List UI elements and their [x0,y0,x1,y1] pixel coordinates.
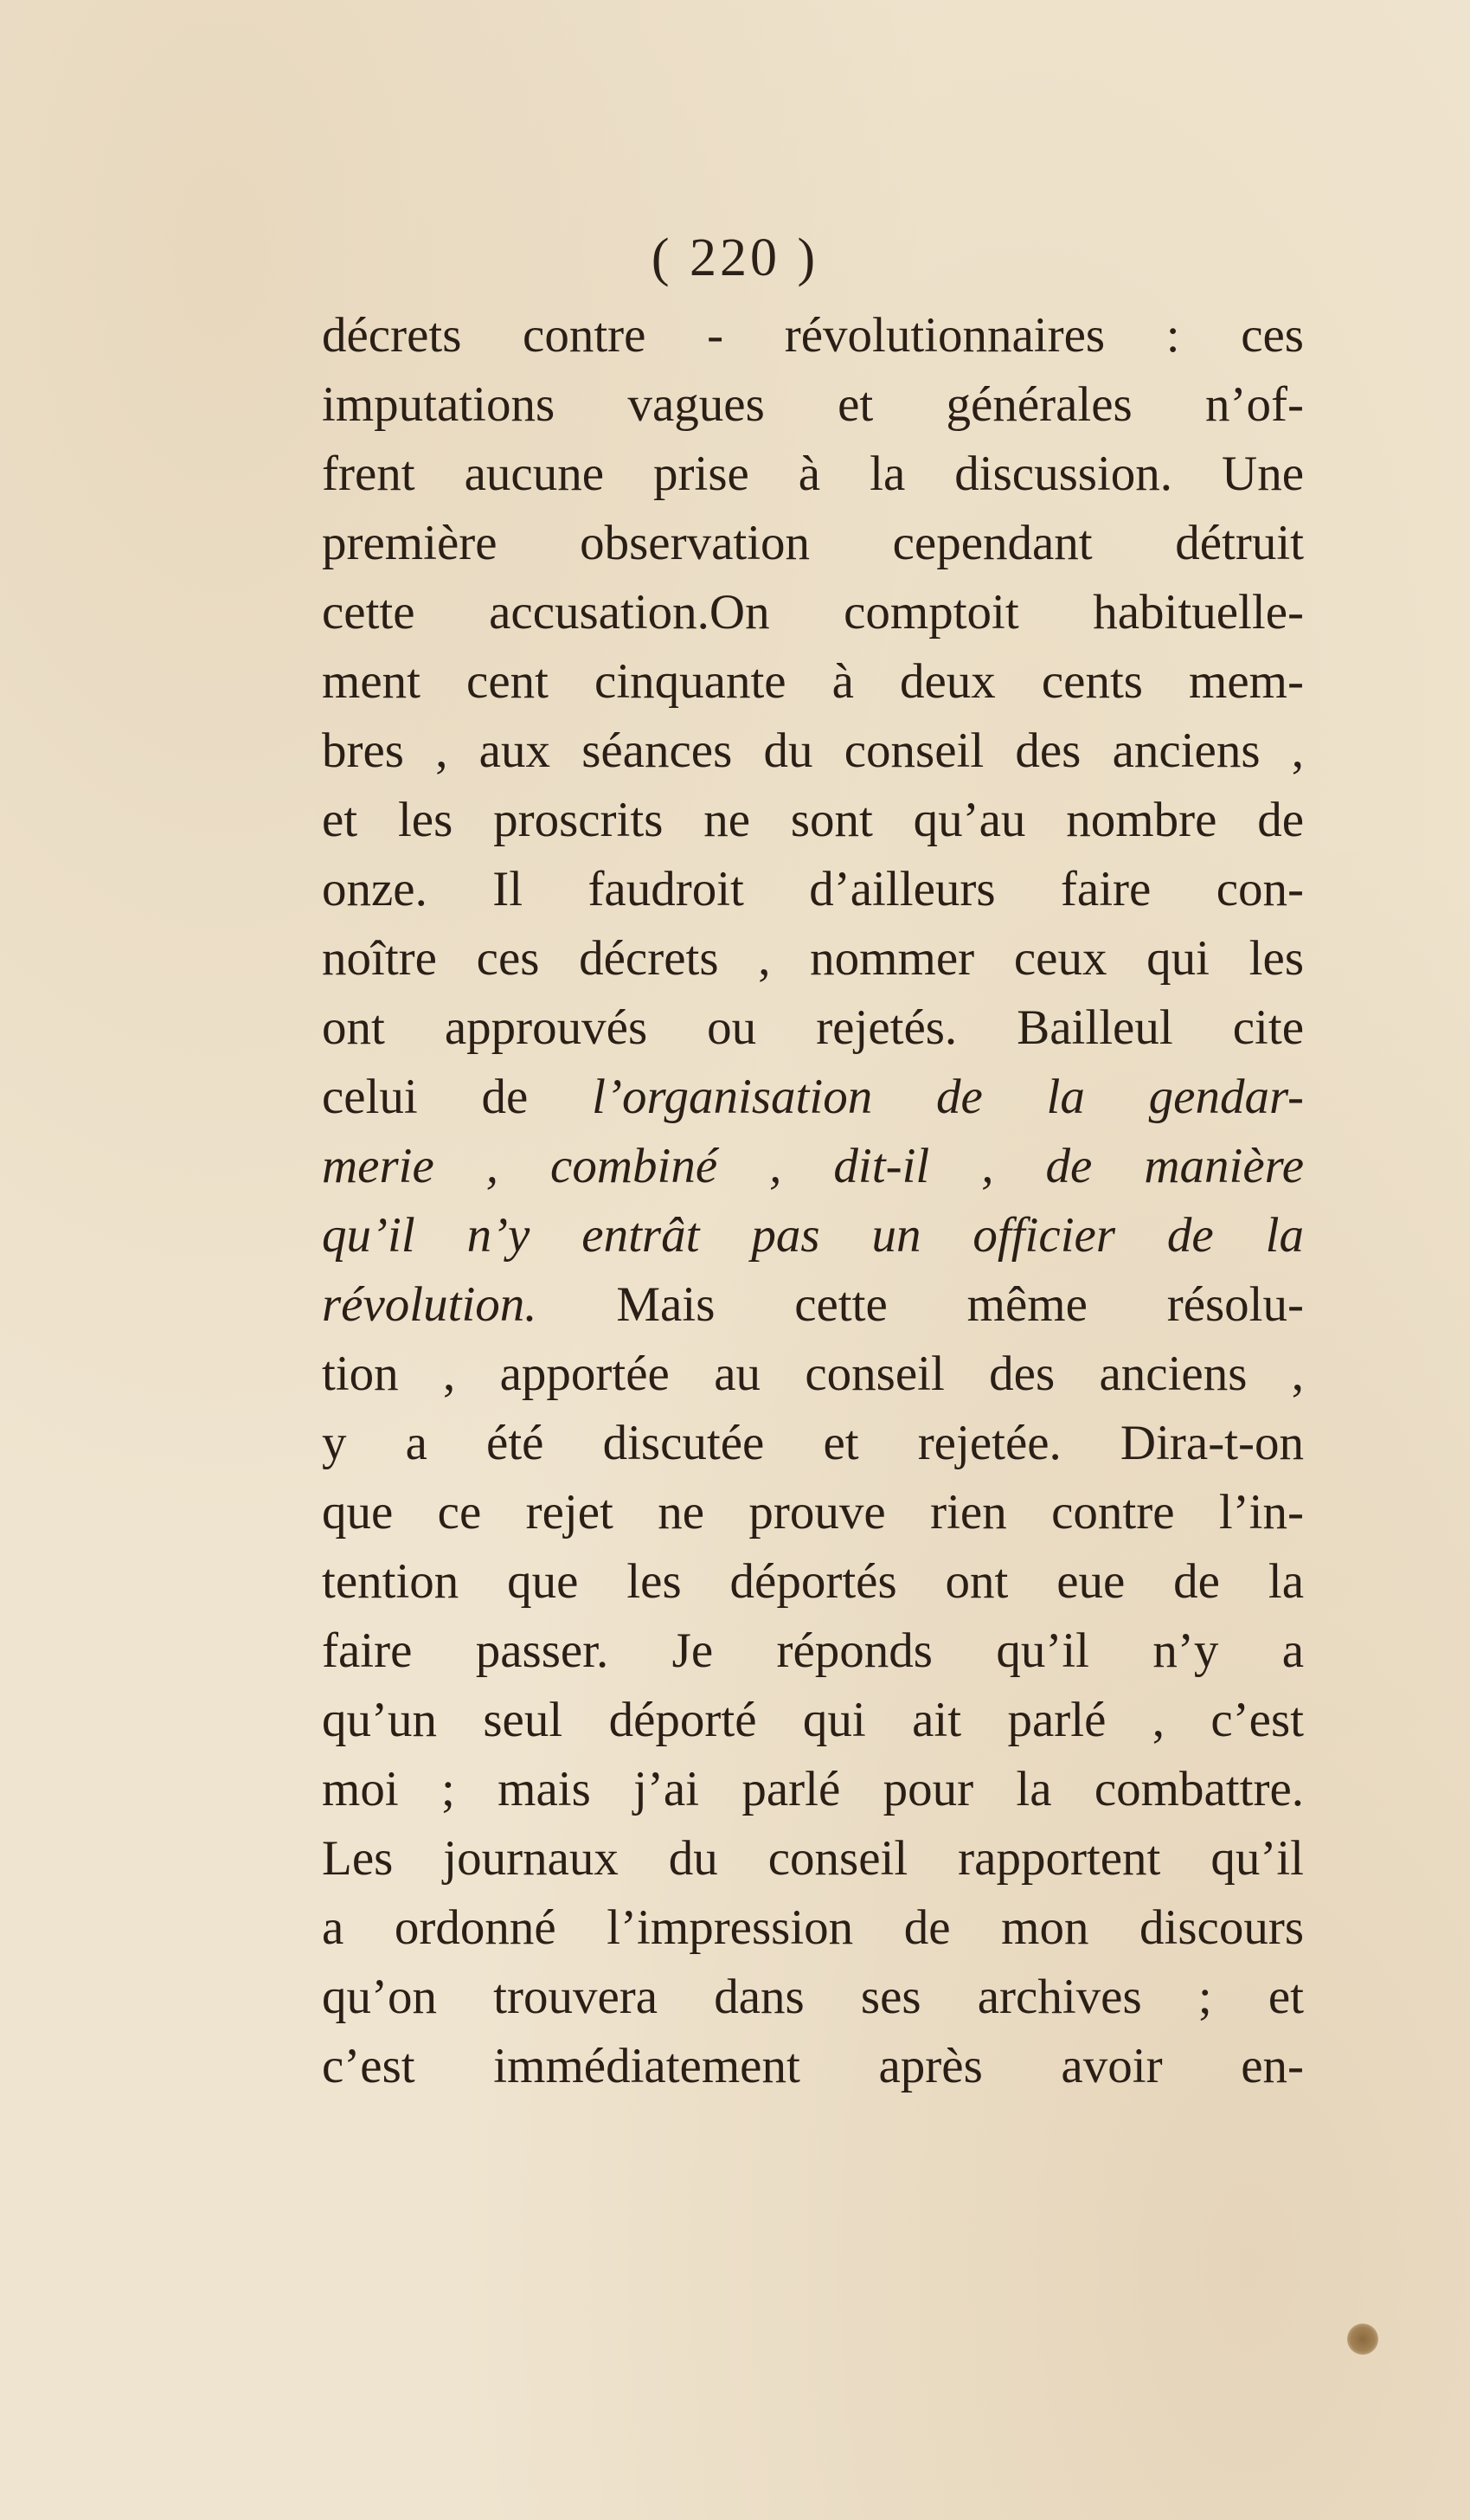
text-line [322,1824,1304,1893]
text-line [322,578,1304,647]
italic-text: révolution. [322,1277,537,1332]
text-segment: celui de [322,1070,593,1124]
italic-text: merie , combiné , dit-il , de manière [322,1139,1304,1193]
text-line [322,1893,1304,1963]
text-line [322,1270,1304,1340]
text-line [322,1201,1304,1270]
text-line [322,509,1304,578]
text-segment: qu’on trouvera dans ses archives ; et [322,1970,1304,2024]
text-segment: et les proscrits ne sont qu’au nombre de [322,793,1304,847]
text-segment: onze. Il faudroit d’ailleurs faire con- [322,862,1304,916]
text-segment: ont approuvés ou rejetés. Bailleul cite [322,1000,1304,1055]
text-segment: bres , aux séances du conseil des anciens , [322,723,1304,778]
text-line [322,1132,1304,1201]
text-line [322,924,1304,993]
text-segment: cette accusation.On comptoit habituelle- [322,585,1304,640]
text-segment: ment cent cinquante à deux cents mem- [322,654,1304,709]
text-line [322,1409,1304,1478]
text-segment: moi ; mais j’ai parlé pour la combattre. [322,1762,1304,1816]
text-segment: qu’un seul déporté qui ait parlé , c’est [322,1693,1304,1747]
text-segment: faire passer. Je réponds qu’il n’y a [322,1623,1304,1678]
text-segment: frent aucune prise à la discussion. Une [322,447,1304,501]
ink-spot [1347,2324,1378,2355]
text-line [322,2032,1304,2101]
text-segment: c’est immédiatement après avoir en- [322,2039,1304,2093]
italic-text: qu’il n’y entrât pas un officier de la [322,1208,1304,1263]
text-line [322,1963,1304,2032]
text-segment: tion , apportée au conseil des anciens , [322,1347,1304,1401]
text-line [322,786,1304,855]
text-segment: que ce rejet ne prouve rien contre l’in- [322,1485,1304,1540]
text-line [322,1478,1304,1547]
text-segment: première observation cependant détruit [322,516,1304,570]
text-segment: noître ces décrets , nommer ceux qui les [322,931,1304,986]
text-line [322,370,1304,440]
text-segment: tention que les déportés ont eue de la [322,1554,1304,1609]
text-line [322,647,1304,717]
page-number: ( 220 ) [651,228,819,287]
text-line [322,717,1304,786]
text-line [322,1686,1304,1755]
text-segment: imputations vagues et générales n’of- [322,377,1304,432]
text-segment: Les journaux du conseil rapportent qu’il [322,1831,1304,1886]
italic-text: l’organisation de la gendar- [592,1070,1304,1124]
body-text [322,301,1304,2101]
text-segment: a ordonné l’impression de mon discours [322,1900,1304,1955]
text-line [322,1547,1304,1617]
text-segment: y a été discutée et rejetée. Dira-t-on [322,1416,1304,1470]
text-line [322,301,1304,370]
text-line [322,855,1304,924]
text-line [322,1755,1304,1824]
text-line [322,993,1304,1063]
text-line [322,1063,1304,1132]
text-line [322,440,1304,509]
text-line [322,1617,1304,1686]
text-segment: Mais cette même résolu- [536,1277,1304,1332]
text-line [322,1340,1304,1409]
text-segment: décrets contre - révolutionnaires : ces [322,308,1304,363]
